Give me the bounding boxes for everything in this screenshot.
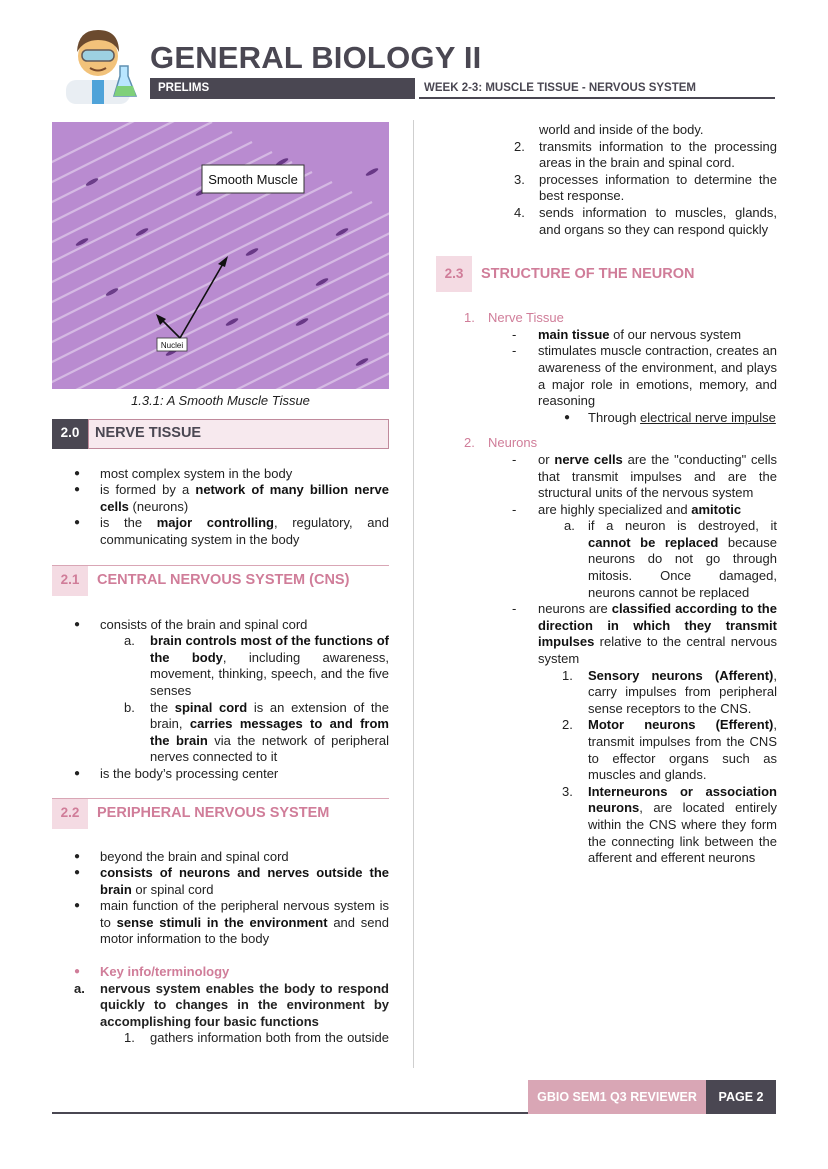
figure-label-nuclei: Nuclei bbox=[160, 341, 184, 350]
list-item: ● most complex system in the body bbox=[52, 466, 389, 483]
pns-list bbox=[52, 849, 389, 949]
section-heading-2-0 bbox=[52, 419, 389, 449]
list-item: - are highly specialized and amitotic bbox=[512, 501, 742, 517]
list-item: world and inside of the body. bbox=[539, 122, 704, 137]
figure-caption: 1.3.1: A Smooth Muscle Tissue bbox=[131, 393, 310, 408]
section-number: 2.2 bbox=[52, 799, 88, 829]
column-divider bbox=[413, 120, 414, 1068]
key-info-heading: ● Key info/terminology bbox=[52, 964, 389, 981]
list-item: b. the spinal cord is an extension of the brain, carries messages to and from the brain via the network of peripheral nerves connected to it bbox=[124, 699, 389, 765]
subheading-nerve-tissue: 1. Nerve Tissue bbox=[464, 310, 564, 326]
section-number: 2.0 bbox=[52, 419, 88, 449]
list-item: - neurons are classified according to the direction in which they transmit impulses relative to the central nervous system bbox=[512, 601, 777, 667]
list-item: - main tissue of our nervous system bbox=[512, 326, 742, 342]
list-item: ● main function of the peripheral nervous system is to sense stimuli in the environment and send motor information to the body bbox=[52, 898, 389, 948]
list-item: ● is the body’s processing center bbox=[52, 766, 389, 783]
section-title: CENTRAL NERVOUS SYSTEM (CNS) bbox=[97, 572, 350, 589]
subheading-neurons: 2. Neurons bbox=[464, 435, 538, 451]
nerve-tissue-list bbox=[52, 466, 389, 549]
section-title: PERIPHERAL NERVOUS SYSTEM bbox=[97, 805, 330, 822]
list-item: a. brain controls most of the functions of the body, including awareness, movement, thinking, speech, and the five senses bbox=[124, 633, 389, 698]
footer-reviewer-label: GBIO SEM1 Q3 REVIEWER bbox=[528, 1080, 706, 1114]
list-item: 2. Motor neurons (Efferent), transmit impulses from the CNS to effector organs such as muscles and glands. bbox=[562, 717, 777, 783]
section-heading-2-3 bbox=[436, 256, 777, 292]
left-column bbox=[52, 122, 389, 1047]
list-item: 2. transmits information to the processing areas in the brain and spinal cord. bbox=[514, 138, 777, 171]
list-item: 4. sends information to muscles, glands, and organs so they can respond quickly bbox=[514, 204, 777, 237]
figure-label-smooth-muscle: Smooth Muscle bbox=[208, 172, 298, 187]
list-item: ● Through electrical nerve impulse bbox=[564, 409, 776, 425]
scientist-avatar-icon bbox=[62, 22, 142, 104]
list-item: a. if a neuron is destroyed, it cannot be replaced because neurons do not go through mitosis. Once damaged, neurons cannot be replaced bbox=[564, 518, 777, 600]
list-item: a. nervous system enables the body to respond quickly to changes in the environment by accomplishing four basic functions bbox=[74, 980, 389, 1029]
list-item: ● beyond the brain and spinal cord bbox=[52, 849, 389, 866]
section-title: NERVE TISSUE bbox=[88, 419, 389, 449]
list-item: 1. gathers information both from the outside bbox=[124, 1030, 389, 1046]
list-item: 1. Sensory neurons (Afferent), carry impulses from peripheral sense receptors to the CNS. bbox=[562, 667, 777, 716]
cns-list bbox=[52, 617, 389, 783]
list-item: ● consists of the brain and spinal cord bbox=[52, 617, 389, 634]
section-title: STRUCTURE OF THE NEURON bbox=[481, 265, 695, 282]
list-item: - or nerve cells are the "conducting" cells that transmit impulses and are the structural units of the nervous system bbox=[512, 451, 778, 501]
list-item: 3. Interneurons or association neurons, are located entirely within the CNS where they form the connecting link between the afferent and efferent neurons bbox=[562, 783, 777, 866]
list-item: ● is formed by a network of many billion nerve cells (neurons) bbox=[52, 482, 389, 515]
page-title: GENERAL BIOLOGY II bbox=[150, 40, 482, 75]
section-heading-2-1 bbox=[52, 565, 389, 596]
section-heading-2-2 bbox=[52, 798, 389, 829]
right-column bbox=[436, 122, 777, 867]
list-item: ● consists of neurons and nerves outside the brain or spinal cord bbox=[52, 865, 389, 898]
list-item: ● is the major controlling, regulatory, and communicating system in the body bbox=[52, 515, 389, 548]
list-item: - stimulates muscle contraction, creates an awareness of the environment, and plays a major role in emotions, memory, and reasoning bbox=[512, 343, 777, 409]
smooth-muscle-micrograph bbox=[52, 122, 389, 389]
list-item: 3. processes information to determine the best response. bbox=[514, 171, 777, 204]
header-week-label: WEEK 2-3: MUSCLE TISSUE - NERVOUS SYSTEM bbox=[419, 78, 775, 99]
page-number: PAGE 2 bbox=[706, 1080, 776, 1114]
header-section-label: PRELIMS bbox=[150, 78, 415, 99]
section-number: 2.3 bbox=[436, 256, 472, 292]
section-number: 2.1 bbox=[52, 566, 88, 596]
